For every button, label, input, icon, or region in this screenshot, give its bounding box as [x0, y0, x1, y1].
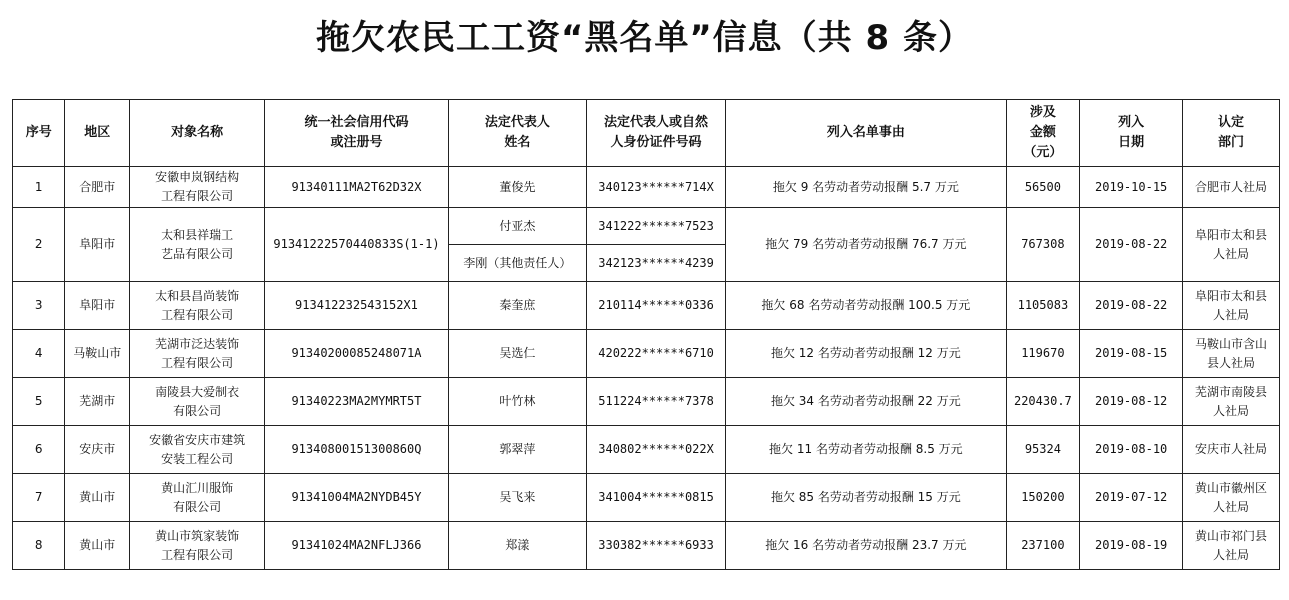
cell-reason: 拖欠 68 名劳动者劳动报酬 100.5 万元: [726, 282, 1006, 330]
cell-amount: 150200: [1006, 474, 1080, 522]
header-date: 列入 日期: [1080, 100, 1183, 167]
cell-amount: 220430.7: [1006, 378, 1080, 426]
cell-no: 5: [13, 378, 65, 426]
cell-reason: 拖欠 34 名劳动者劳动报酬 22 万元: [726, 378, 1006, 426]
header-no: 序号: [13, 100, 65, 167]
cell-amount: 95324: [1006, 426, 1080, 474]
cell-id: 340802******022X: [586, 426, 725, 474]
cell-id-secondary: 342123******4239: [586, 245, 725, 282]
header-amount: 涉及 金额 （元）: [1006, 100, 1080, 167]
blacklist-table: [12, 99, 1280, 570]
cell-date: 2019-08-22: [1080, 282, 1183, 330]
table-row: [13, 282, 1280, 330]
cell-rep-secondary: 李刚（其他责任人）: [448, 245, 586, 282]
cell-id: 341004******0815: [586, 474, 725, 522]
cell-dept: 阜阳市太和县 人社局: [1183, 208, 1280, 282]
cell-no: 3: [13, 282, 65, 330]
header-row: [13, 100, 1280, 167]
page-title: 拖欠农民工工资“黑名单”信息（共 8 条）: [315, 18, 974, 58]
cell-area: 安庆市: [65, 426, 130, 474]
cell-org: 黄山汇川服饰 有限公司: [130, 474, 265, 522]
cell-rep: 叶竹林: [448, 378, 586, 426]
cell-amount: 56500: [1006, 167, 1080, 208]
cell-code: 91340223MA2MYMRT5T: [265, 378, 449, 426]
cell-no: 1: [13, 167, 65, 208]
cell-date: 2019-10-15: [1080, 167, 1183, 208]
table-row: [13, 522, 1280, 570]
cell-dept: 马鞍山市含山 县人社局: [1183, 330, 1280, 378]
cell-org: 黄山市筑家装饰 工程有限公司: [130, 522, 265, 570]
table-row: [13, 208, 1280, 245]
table-row: [13, 378, 1280, 426]
cell-rep: 郭翠萍: [448, 426, 586, 474]
cell-dept: 合肥市人社局: [1183, 167, 1280, 208]
header-rep: 法定代表人 姓名: [448, 100, 586, 167]
cell-area: 芜湖市: [65, 378, 130, 426]
cell-code: 91340800151300860Q: [265, 426, 449, 474]
cell-date: 2019-08-19: [1080, 522, 1183, 570]
cell-area: 马鞍山市: [65, 330, 130, 378]
cell-code: 91341004MA2NYDB45Y: [265, 474, 449, 522]
cell-rep: 吴飞来: [448, 474, 586, 522]
header-org: 对象名称: [130, 100, 265, 167]
cell-area: 阜阳市: [65, 282, 130, 330]
cell-area: 黄山市: [65, 522, 130, 570]
cell-rep: 付亚杰: [448, 208, 586, 245]
cell-no: 8: [13, 522, 65, 570]
cell-id: 511224******7378: [586, 378, 725, 426]
cell-id: 420222******6710: [586, 330, 725, 378]
cell-dept: 安庆市人社局: [1183, 426, 1280, 474]
cell-id: 341222******7523: [586, 208, 725, 245]
cell-date: 2019-08-15: [1080, 330, 1183, 378]
cell-id: 210114******0336: [586, 282, 725, 330]
cell-id: 330382******6933: [586, 522, 725, 570]
cell-reason: 拖欠 9 名劳动者劳动报酬 5.7 万元: [726, 167, 1006, 208]
cell-area: 阜阳市: [65, 208, 130, 282]
table-row: [13, 330, 1280, 378]
table-row: [13, 167, 1280, 208]
cell-code: 913412232543152X1: [265, 282, 449, 330]
cell-code: 91341222570440833S(1-1): [265, 208, 449, 282]
cell-dept: 黄山市祁门县 人社局: [1183, 522, 1280, 570]
cell-date: 2019-08-12: [1080, 378, 1183, 426]
cell-org: 芜湖市泛达装饰 工程有限公司: [130, 330, 265, 378]
cell-org: 安徽申岚钢结构 工程有限公司: [130, 167, 265, 208]
cell-amount: 119670: [1006, 330, 1080, 378]
cell-rep: 吴选仁: [448, 330, 586, 378]
header-id: 法定代表人或自然 人身份证件号码: [586, 100, 725, 167]
cell-reason: 拖欠 16 名劳动者劳动报酬 23.7 万元: [726, 522, 1006, 570]
header-code: 统一社会信用代码 或注册号: [265, 100, 449, 167]
cell-no: 6: [13, 426, 65, 474]
cell-dept: 阜阳市太和县 人社局: [1183, 282, 1280, 330]
cell-rep: 董俊先: [448, 167, 586, 208]
header-area: 地区: [65, 100, 130, 167]
cell-reason: 拖欠 12 名劳动者劳动报酬 12 万元: [726, 330, 1006, 378]
cell-code: 91341024MA2NFLJ366: [265, 522, 449, 570]
cell-amount: 237100: [1006, 522, 1080, 570]
header-reason: 列入名单事由: [726, 100, 1006, 167]
cell-date: 2019-07-12: [1080, 474, 1183, 522]
cell-reason: 拖欠 85 名劳动者劳动报酬 15 万元: [726, 474, 1006, 522]
cell-amount: 767308: [1006, 208, 1080, 282]
cell-code: 91340200085248071A: [265, 330, 449, 378]
cell-no: 7: [13, 474, 65, 522]
cell-rep: 秦奎庶: [448, 282, 586, 330]
cell-reason: 拖欠 79 名劳动者劳动报酬 76.7 万元: [726, 208, 1006, 282]
cell-amount: 1105083: [1006, 282, 1080, 330]
cell-org: 南陵县大爱制衣 有限公司: [130, 378, 265, 426]
cell-reason: 拖欠 11 名劳动者劳动报酬 8.5 万元: [726, 426, 1006, 474]
cell-code: 91340111MA2T62D32X: [265, 167, 449, 208]
cell-no: 4: [13, 330, 65, 378]
cell-rep: 郑漾: [448, 522, 586, 570]
cell-area: 黄山市: [65, 474, 130, 522]
header-dept: 认定 部门: [1183, 100, 1280, 167]
cell-area: 合肥市: [65, 167, 130, 208]
cell-org: 太和县祥瑞工 艺品有限公司: [130, 208, 265, 282]
table-row: [13, 426, 1280, 474]
cell-dept: 芜湖市南陵县 人社局: [1183, 378, 1280, 426]
cell-no: 2: [13, 208, 65, 282]
table-row: [13, 474, 1280, 522]
cell-org: 安徽省安庆市建筑 安装工程公司: [130, 426, 265, 474]
cell-org: 太和县昌尚装饰 工程有限公司: [130, 282, 265, 330]
cell-date: 2019-08-10: [1080, 426, 1183, 474]
cell-dept: 黄山市徽州区 人社局: [1183, 474, 1280, 522]
cell-date: 2019-08-22: [1080, 208, 1183, 282]
cell-id: 340123******714X: [586, 167, 725, 208]
